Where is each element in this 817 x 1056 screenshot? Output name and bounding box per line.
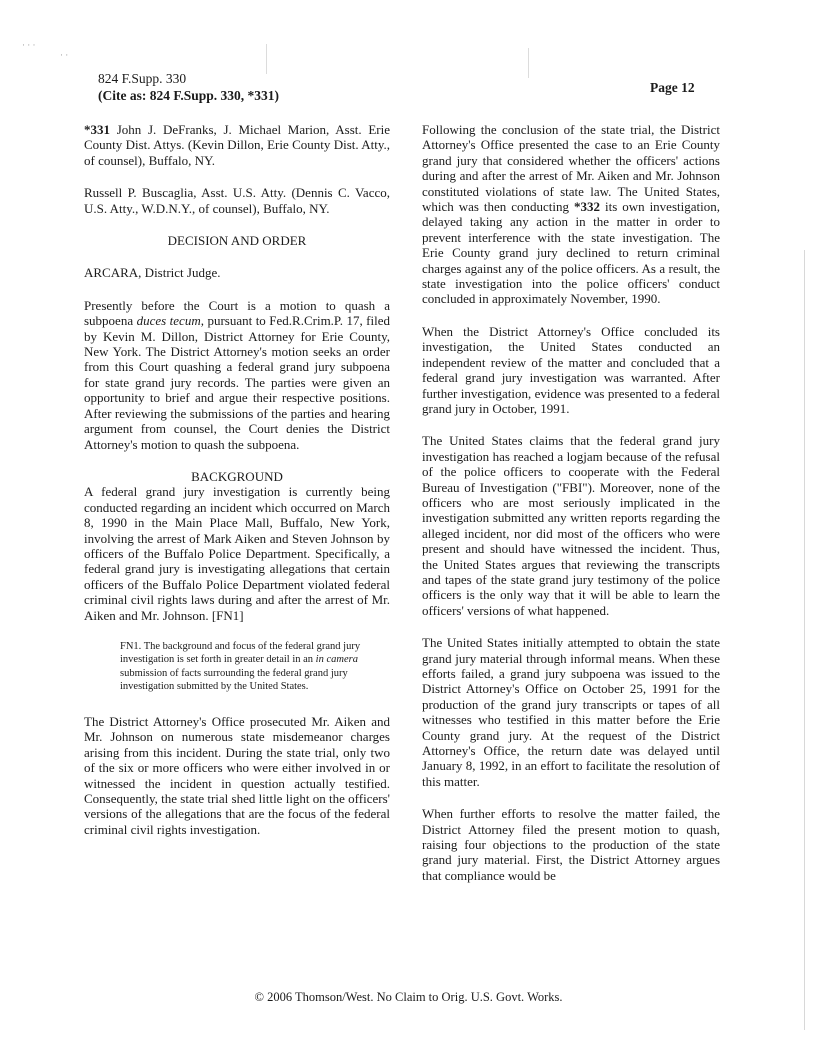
page-edge-shadow [804, 250, 805, 1030]
right-paragraph-4: The United States initially attempted to obtain the state grand jury material through informal means. When these efforts failed, a grand jury subpoena was issued to the District Attorney's Office on October 25, 1991 for the production of the grand jury transcripts or tapes of all witnesses who testified in this matter before the Erie County grand jury. At the request of the District Attorney's Office, the return date was delayed until January 8, 1992, in an effort to facilitate the resolution of this matter. [422, 635, 720, 789]
footnote-1: FN1. The background and focus of the federal grand jury investigation is set forth in greater detail in an in camera submission of facts surrounding the federal grand jury investigation submitted by the United States. [120, 640, 361, 693]
right-column [422, 122, 720, 900]
scan-artifact [528, 48, 529, 78]
scan-speck: · · · [22, 40, 36, 50]
counsel-paragraph-1: *331 John J. DeFranks, J. Michael Marion, Asst. Erie County Dist. Attys. (Kevin Dillon, Erie County Dist. Atty., of counsel), Buffalo, NY. [84, 122, 390, 168]
scan-speck: · · [60, 50, 69, 60]
intro-paragraph: Presently before the Court is a motion to quash a subpoena duces tecum, pursuant to Fed.R.Crim.P. 17, filed by Kevin M. Dillon, District Attorney for Erie County, New York. The District Attorney's motion seeks an order from this Court quashing a federal grand jury subpoena for state grand jury records. The parties were given an opportunity to brief and argue their respective positions. After reviewing the submissions of the parties and hearing argument from counsel, the Court denies the District Attorney's motion to quash the subpoena. [84, 297, 391, 452]
citation-header [98, 70, 279, 104]
right-paragraph-3: The United States claims that the federal grand jury investigation has reached a logjam because of the refusal of the police officers to cooperate with the Federal Bureau of Investigation ("FBI"). Moreover, none of the officers who are most seriously implicated in the investigation submitted any written reports regarding the alleged incident, nor did most of the officers who were present and should have witnessed the incident. Thus, the United States argues that reviewing the transcripts and tapes of the state grand jury testimony of the police officers is the only way that it will be able to learn the officers' versions of what happened. [422, 433, 720, 618]
background-paragraph-2: The District Attorney's Office prosecuted Mr. Aiken and Mr. Johnson on numerous state misdemeanor charges arising from this incident. During the state trial, only two of the six or more officers who were either involved in or witnessed the incident in question actually testified. Consequently, the state trial shed little light on the officers' versions of the allegations that are the focus of the federal criminal civil rights investigation. [84, 713, 390, 837]
left-column [84, 122, 390, 854]
reporter-citation: 824 F.Supp. 330 [98, 71, 187, 86]
copyright-footer: © 2006 Thomson/West. No Claim to Orig. U.S. Govt. Works. [254, 990, 563, 1004]
star-page-marker: *332 [574, 199, 600, 215]
decision-heading: DECISION AND ORDER [167, 233, 307, 249]
counsel-paragraph-2: Russell P. Buscaglia, Asst. U.S. Atty. (Dennis C. Vacco, U.S. Atty., W.D.N.Y., of counsel), Buffalo, NY. [84, 185, 390, 216]
right-paragraph-2: When the District Attorney's Office concluded its investigation, the United States conducted an independent review of the matter and concluded that a federal grand jury investigation was warranted. After further investigation, evidence was presented to a federal grand jury in October, 1991. [422, 323, 720, 416]
right-paragraph-1: Following the conclusion of the state trial, the District Attorney's Office presented the case to an Erie County grand jury that considered whether the officers' actions during and after the arrest of Mr. Aiken and Mr. Johnson constituted violations of state law. The United States, which was then conducting *332 its own investigation, delayed taking any action in the matter in order to prevent interference with the state investigation. The Erie County grand jury declined to return criminal charges against any of the police officers. As a result, the state investigation into the police officers' conduct concluded in approximately November, 1990. [422, 122, 720, 307]
judge-line: ARCARA, District Judge. [84, 265, 221, 281]
cite-as-line: (Cite as: 824 F.Supp. 330, *331) [98, 88, 280, 103]
star-page-marker: *331 [84, 122, 110, 137]
right-paragraph-5: When further efforts to resolve the matter failed, the District Attorney filed the present motion to quash, raising four objections to the production of the state grand jury material. First, the District Attorney argues that compliance would be [422, 806, 720, 883]
page-number: Page 12 [650, 80, 695, 95]
background-paragraph-1: A federal grand jury investigation is currently being conducted regarding an incident which occurred on March 8, 1990 in the Main Place Mall, Buffalo, New York, involving the arrest of Mark Aiken and Steven Johnson by officers of the Buffalo Police Department. Specifically, a federal grand jury is investigating allegations that certain officers of the Buffalo Police Department violated federal criminal civil rights laws during and after the arrest of Mr. Aiken and Mr. Johnson. [FN1] [84, 484, 390, 623]
background-heading: BACKGROUND [191, 468, 283, 484]
